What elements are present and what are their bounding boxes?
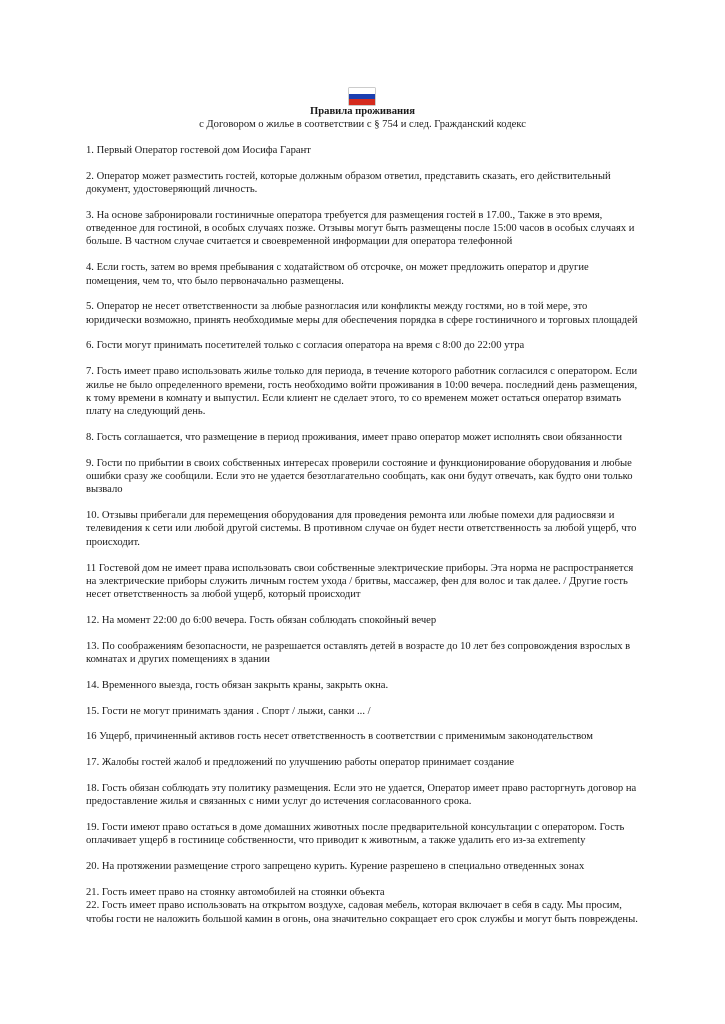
rule-item: 21. Гость имеет право на стоянку автомобилей на стоянки объекта: [86, 886, 385, 898]
rule-item: 6. Гости могут принимать посетителей только с согласия оператора на время с 8:00 до 22:00 утра: [86, 340, 525, 352]
rule-item: 8. Гость соглашается, что размещение в период проживания, имеет право оператор может исполнять свои обязанности: [86, 431, 623, 443]
rule-item: 15. Гости не могут принимать здания . Спорт / лыжи, санки ... /: [86, 705, 371, 717]
rule-item: 18. Гость обязан соблюдать эту политику размещения. Если это не удается, Оператор имеет право расторгнуть договор на предоставление жилья и связанных с ними услуг до истечения согласованного срока.: [86, 783, 637, 808]
rule-item: 4. Если гость, затем во время пребывания с ходатайством об отсрочке, он может предложить оператор и другие помещения, чем то, что было первоначально размещены.: [86, 262, 589, 287]
rule-item: 16 Ущерб, причиненный активов гость несет ответственность в соответствии с применимым законодательством: [86, 731, 593, 743]
rule-item: 5. Оператор не несет ответственности за любые разногласия или конфликты между гостями, но в той мере, это юридически возможно, принять необходимые меры для обеспечения порядка в сфере гостиничного и торговых площадей: [86, 301, 638, 326]
rule-item: 7. Гость имеет право использовать жилье только для периода, в течение которого работник согласился с оператором. Если жилье не было определенного времени, гость необходимо войти проживания в 10:00 вечера. последний день размещения, к тому времени в комнату и выпустил. Если клиент не сделает этого, то со временем может остаться оператор взимать плату на следующий день.: [86, 366, 638, 418]
rule-item: 12. На момент 22:00 до 6:00 вечера. Гость обязан соблюдать спокойный вечер: [86, 614, 437, 626]
document-subtitle: с Договором о жилье в соответствии с § 754 и след. Гражданский кодекс: [199, 119, 526, 130]
rule-item: 11 Гостевой дом не имеет права использовать свои собственные электрические приборы. Эта норма не распространяется на электрические приборы служить личным гостем ухода / бритвы, массажер, фен для волос и так далее. / Другие гость несет ответственность за любой ущерб, который происходит: [86, 562, 634, 601]
rule-item: 17. Жалобы гостей жалоб и предложений по улучшению работы оператор принимает создание: [86, 757, 515, 769]
rule-item: 20. На протяжении размещение строго запрещено курить. Курение разрешено в специально отведенных зонах: [86, 861, 585, 873]
rule-item: 19. Гости имеют право остаться в доме домашних животных после предварительной консультации с оператором. Гость оплачивает ущерб в гостинице собственности, что приводит к животным, а также удалить его из-за extrementy: [86, 822, 625, 847]
rule-item: 13. По соображениям безопасности, не разрешается оставлять детей в возрасте до 10 лет без сопровождения взрослых в комнатах и других помещениях в здании: [86, 640, 631, 666]
rule-item: 14. Временного выезда, гость обязан закрыть краны, закрыть окна.: [86, 679, 389, 691]
rules-list: [86, 144, 642, 938]
rule-item: 1. Первый Оператор гостевой дом Иосифа Гарант: [86, 145, 311, 156]
document-title: Правила проживания: [310, 106, 415, 117]
rule-item: 3. На основе забронировали гостиничные оператора требуется для размещения гостей в 17.00., Также в это время, отведенное для гостиной, в особых случаях позже. Отзывы могут быть размещены после 15:00 часов в особых случаях и больше. В частном случае считается и своевременной информации для оператора телефонной: [86, 209, 635, 248]
rule-item: 10. Отзывы прибегали для перемещения оборудования для проведения ремонта или любые помехи для радиосвязи и телевидения к сети или любой другой системы. В противном случае он будет нести ответственность за любой ущерб, что происходит.: [86, 510, 637, 548]
rule-item: 9. Гости по прибытии в своих собственных интересах проверили состояние и функционирование оборудования и любые ошибки сразу же сообщили. Если это не удается безотлагательно сообщать, как они будут отвечать, как будто они только вызвало: [86, 457, 633, 496]
russian-flag-icon: [349, 88, 375, 105]
rule-item: 22. Гость имеет право использовать на открытом воздухе, садовая мебель, которая включает в себя в саду. Мы просим, чтобы гости не наложить большой камин в огонь, она значительно сокращает его срок службы и могут быть повреждены.: [86, 900, 638, 925]
rule-item: 2. Оператор может разместить гостей, которые должным образом ответил, представить сказать, его действительный документ, удостоверяющий личность.: [86, 170, 611, 196]
